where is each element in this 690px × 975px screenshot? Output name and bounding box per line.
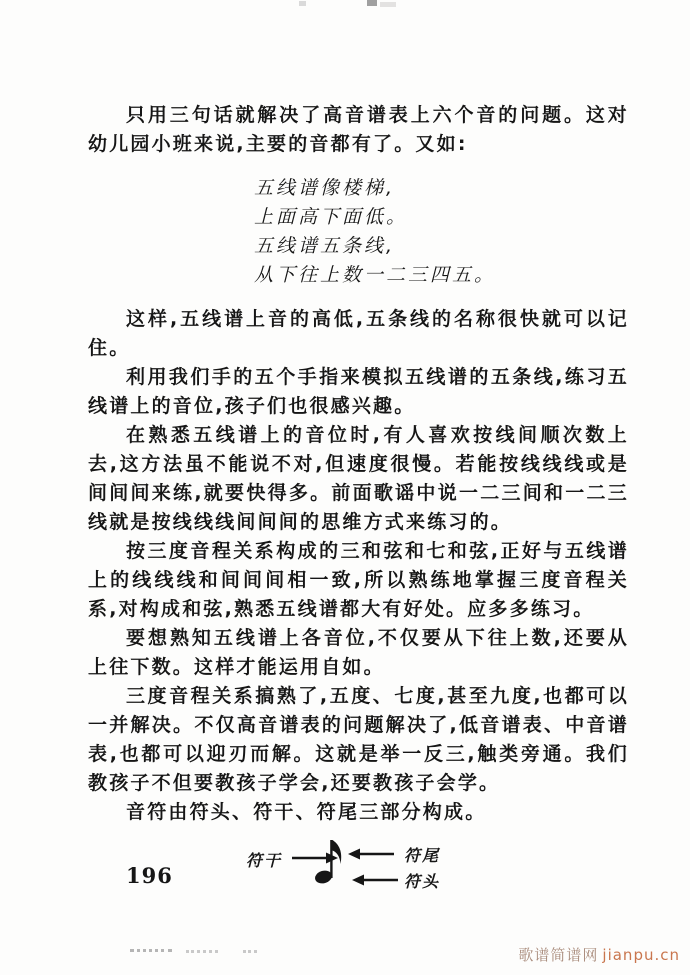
arrow-left-icon <box>348 848 394 860</box>
page-number: 196 <box>126 863 173 888</box>
eighth-note-icon <box>314 833 346 885</box>
scan-artifact <box>130 949 172 952</box>
watermark-site-name: 歌谱简谱网 <box>518 946 599 964</box>
paragraph: 在熟悉五线谱上的音位时,有人喜欢按线间顺次数上去,这方法虽不能说不对,但速度很慢。若能按线线线或是间间间来练,就要快得多。前面歌谣中说一二三间和一二三线就是按线线线间间间的思维方式来练习的。 <box>88 424 629 533</box>
paragraph: 要想熟知五线谱上各音位,不仅要从下往上数,还要从上往下数。这样才能运用自如。 <box>88 627 629 678</box>
tail-label: 符尾 <box>404 846 441 865</box>
paragraph: 按三度音程关系构成的三和弦和七和弦,正好与五线谱上的线线线和间间间相一致,所以熟练地掌握三度音程关系,对构成和弦,熟悉五线谱都大有好处。应多多练习。 <box>88 540 629 620</box>
poem-line: 从下往上数一二三四五。 <box>254 264 497 286</box>
head-label: 符头 <box>404 872 441 891</box>
page-content <box>88 101 629 897</box>
stem-label: 符干 <box>246 851 283 870</box>
poem-line: 上面高下面低。 <box>254 206 409 228</box>
scan-artifact <box>186 950 218 953</box>
paragraph: 这样,五线谱上音的高低,五条线的名称很快就可以记住。 <box>88 308 629 359</box>
scan-artifact <box>380 2 396 7</box>
arrow-left-icon <box>352 874 398 886</box>
poem-line: 五线谱五条线, <box>254 235 396 257</box>
paragraph-intro: 只用三句话就解决了高音谱表上六个音的问题。这对幼儿园小班来说,主要的音都有了。又如: <box>88 104 629 155</box>
scan-artifact <box>243 950 257 953</box>
watermark <box>518 944 680 965</box>
scan-artifact <box>367 0 377 6</box>
poem-line: 五线谱像楼梯, <box>254 177 396 199</box>
paragraph: 利用我们手的五个手指来模拟五线谱的五条线,练习五线谱上的音位,孩子们也很感兴趣。 <box>88 366 629 417</box>
scan-artifact <box>299 1 306 6</box>
paragraph: 音符由符头、符干、符尾三部分构成。 <box>126 801 487 823</box>
paragraph: 三度音程关系搞熟了,五度、七度,甚至九度,也都可以一并解决。不仅高音谱表的问题解决了,低音谱表、中音谱表,也都可以迎刃而解。这就是举一反三,触类旁通。我们教孩子不但要教孩子学会,还要教孩子会学。 <box>88 685 629 794</box>
poem-block <box>254 174 629 290</box>
watermark-site-url: jianpu.cn <box>602 946 680 964</box>
